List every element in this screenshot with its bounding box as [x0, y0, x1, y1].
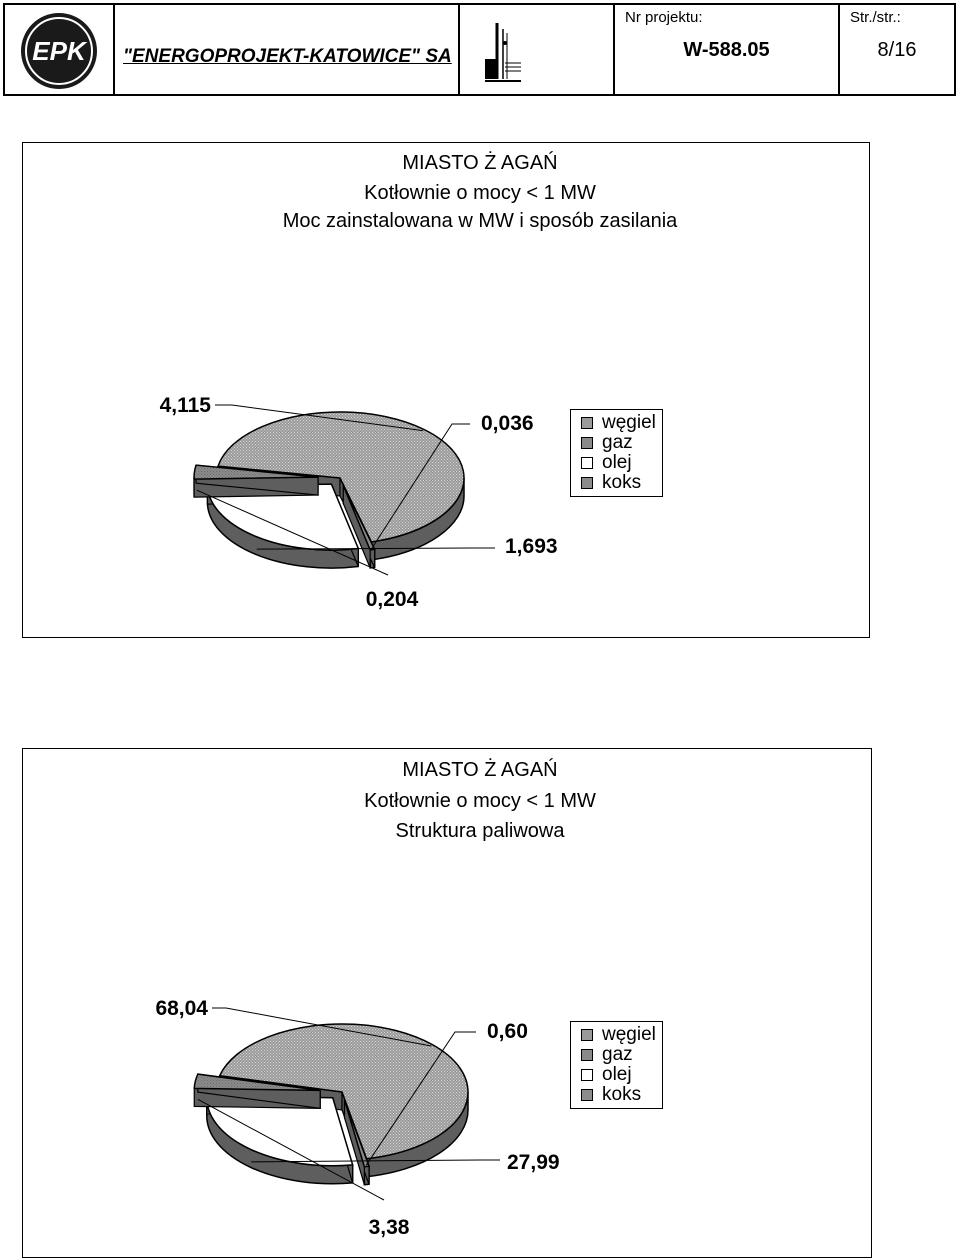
data-label-gaz: 0,036 — [481, 412, 534, 435]
legend-label-gaz: gaz — [602, 1044, 633, 1065]
chart-2-title: MIASTO Ż AGAŃ — [402, 759, 558, 781]
swatch-gaz — [581, 1049, 593, 1061]
legend-item-koks — [581, 473, 656, 493]
page-label: Str./str.: — [850, 9, 901, 26]
chart-2-legend — [570, 1021, 663, 1109]
data-label-wegiel: 4,115 — [159, 394, 211, 417]
legend-item-olej — [581, 1065, 656, 1085]
data-label-koks: 3,38 — [368, 1216, 410, 1239]
chart-1-description: Moc zainstalowana w MW i sposób zasilania — [282, 210, 678, 232]
data-label-olej: 1,693 — [505, 535, 558, 558]
pie-slice-olej — [207, 1096, 353, 1184]
legend-item-gaz — [581, 1045, 656, 1065]
legend-item-koks — [581, 1085, 656, 1105]
swatch-wegiel — [581, 417, 593, 429]
legend-label-olej: olej — [602, 1064, 632, 1085]
legend-label-wegiel: węgiel — [602, 1024, 656, 1045]
swatch-olej — [581, 457, 593, 469]
legend-item-gaz — [581, 433, 656, 453]
chart-1-title: MIASTO Ż AGAŃ — [402, 152, 558, 174]
legend-label-olej: olej — [602, 452, 632, 473]
chart-2-description: Struktura paliwowa — [395, 820, 565, 842]
data-label-koks: 0,204 — [365, 588, 419, 611]
project-label: Nr projektu: — [625, 9, 703, 26]
swatch-koks — [581, 1089, 593, 1101]
chart-2-subtitle: Kotłownie o mocy < 1 MW — [364, 790, 596, 812]
swatch-olej — [581, 1069, 593, 1081]
legend-item-wegiel — [581, 1025, 656, 1045]
company-name: "ENERGOPROJEKT-KATOWICE" SA — [123, 46, 452, 67]
chart-1-legend — [570, 409, 663, 497]
logo-text: EPK — [32, 36, 86, 66]
legend-label-koks: koks — [602, 472, 642, 493]
legend-item-wegiel — [581, 413, 656, 433]
data-label-gaz: 0,60 — [487, 1020, 528, 1043]
data-label-olej: 27,99 — [507, 1151, 560, 1174]
swatch-gaz — [581, 437, 593, 449]
page-number: 8/16 — [877, 39, 917, 61]
legend-label-gaz: gaz — [602, 432, 633, 453]
legend-label-wegiel: węgiel — [602, 412, 656, 433]
chart-1-subtitle: Kotłownie o mocy < 1 MW — [364, 182, 596, 204]
data-label-wegiel: 68,04 — [155, 997, 208, 1020]
swatch-koks — [581, 477, 593, 489]
legend-item-olej — [581, 453, 656, 473]
project-number: W-588.05 — [683, 39, 770, 61]
legend-label-koks: koks — [602, 1084, 642, 1105]
swatch-wegiel — [581, 1029, 593, 1041]
